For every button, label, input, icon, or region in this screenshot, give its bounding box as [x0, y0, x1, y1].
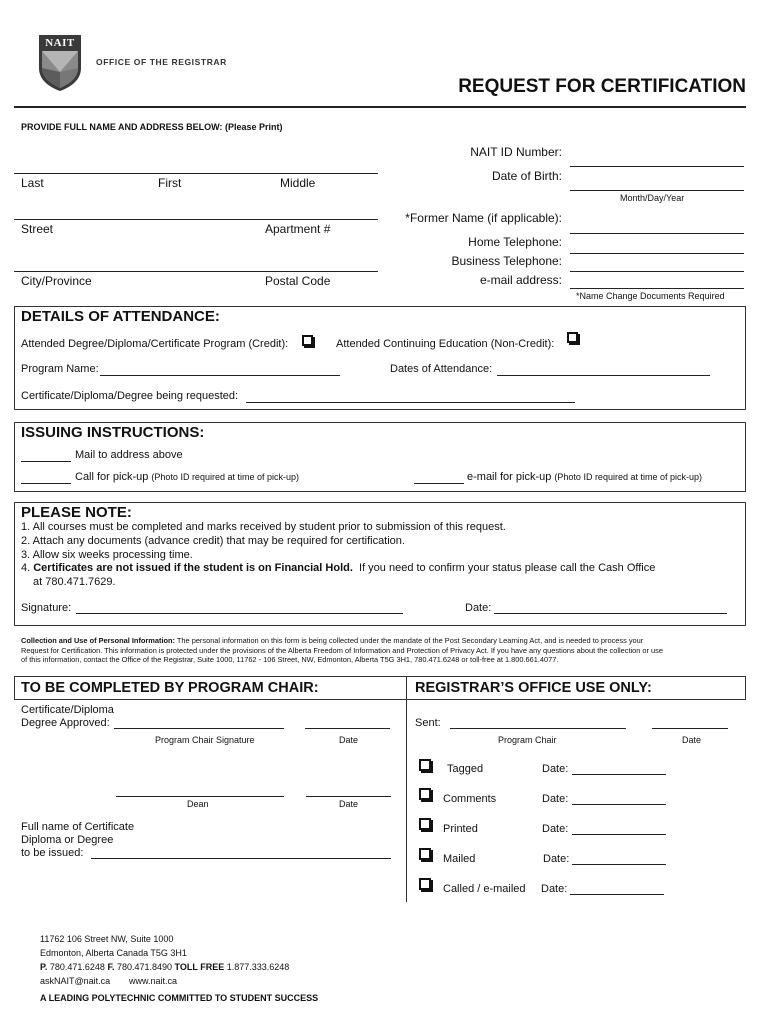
sent-date-field[interactable]: [652, 728, 728, 729]
chair-signature-caption: Program Chair Signature: [155, 735, 255, 745]
privacy-line-1-text: The personal information on this form is being collected under the mandate of the Post Secondary Learning Act, and is needed to process your: [175, 636, 644, 645]
tollfree-number: 1.877.333.6248: [226, 962, 290, 972]
mailed-label: Mailed: [443, 853, 476, 865]
chair-date-field[interactable]: [305, 728, 390, 729]
logo-text: NAIT: [45, 37, 75, 49]
street-label: Street: [21, 222, 54, 236]
mail-label: Mail to address above: [75, 449, 183, 461]
pickup-label: [75, 471, 299, 483]
dean-signature-field[interactable]: [116, 796, 284, 797]
mailed-date-label: Date:: [543, 853, 570, 865]
note-item-4-rest: If you need to confirm your status please call the Cash Office: [352, 562, 656, 574]
email-pickup-label: [467, 471, 702, 483]
dates-attendance-label: Dates of Attendance:: [390, 363, 493, 375]
street-line: [14, 219, 378, 220]
printed-label: Printed: [443, 823, 478, 835]
printed-date-field[interactable]: [572, 834, 666, 835]
email-pickup-note: (Photo ID required at time of pick-up): [554, 472, 702, 482]
first-name-label: First: [158, 176, 182, 190]
middle-name-label: Middle: [280, 176, 316, 190]
cert-approved-label-1: Certificate/Diploma: [21, 704, 114, 716]
noncredit-label: Attended Continuing Education (Non-Credit):: [336, 338, 555, 350]
attendance-heading: DETAILS OF ATTENDANCE:: [21, 308, 220, 325]
pickup-blank[interactable]: [21, 483, 71, 484]
fullname-label-3: to be issued:: [21, 847, 84, 859]
called-checkbox[interactable]: [419, 878, 431, 890]
phone-number: 780.471.6248: [49, 962, 105, 972]
pickup-note: (Photo ID required at time of pick-up): [151, 472, 299, 482]
name-change-note: *Name Change Documents Required: [576, 291, 725, 301]
comments-date-field[interactable]: [572, 804, 666, 805]
footer-email[interactable]: askNAIT@nait.ca: [40, 976, 111, 986]
note-item-4-num: 4.: [21, 562, 34, 574]
note-heading: PLEASE NOTE:: [21, 504, 132, 521]
comments-date-label: Date:: [542, 793, 569, 805]
cert-approved-field[interactable]: [114, 728, 284, 729]
former-name-label: *Former Name (if applicable):: [405, 211, 562, 225]
fullname-field[interactable]: [91, 858, 391, 859]
tagged-label: Tagged: [447, 763, 484, 775]
note-item-1: 1. All courses must be completed and marks received by student prior to submission of this request.: [21, 521, 506, 533]
email-pickup-blank[interactable]: [414, 483, 464, 484]
called-date-label: Date:: [541, 883, 568, 895]
page-title: REQUEST FOR CERTIFICATION: [458, 76, 746, 97]
comments-checkbox[interactable]: [419, 788, 431, 800]
privacy-line-1: [21, 636, 743, 646]
signature-field[interactable]: [76, 613, 403, 614]
program-chair-heading: TO BE COMPLETED BY PROGRAM CHAIR:: [21, 680, 319, 696]
called-label: Called / e-mailed: [443, 883, 526, 895]
registrar-heading: REGISTRAR’S OFFICE USE ONLY:: [415, 680, 652, 696]
nait-id-label: NAIT ID Number:: [470, 145, 562, 159]
last-name-label: Last: [21, 176, 44, 190]
tollfree-prefix: TOLL FREE: [174, 962, 225, 972]
privacy-line-2: Request for Certification. This information is protected under the provisions of the Alberta Freedom of Information and Protection of Privacy Act. If you have any questions about the collection or use: [21, 645, 663, 655]
dean-date-field[interactable]: [306, 796, 391, 797]
dob-format-hint: Month/Day/Year: [620, 193, 685, 203]
noncredit-checkbox[interactable]: [567, 332, 578, 343]
email-pickup-text: e-mail for pick-up: [467, 471, 552, 483]
signature-label: Signature:: [21, 602, 72, 614]
print-instruction: PROVIDE FULL NAME AND ADDRESS BELOW: (Please Print): [21, 122, 283, 132]
nait-logo: [38, 34, 82, 92]
former-name-field[interactable]: [570, 233, 744, 234]
nait-id-field[interactable]: [570, 166, 744, 167]
sent-label: Sent:: [415, 717, 441, 729]
note-item-4-bold: Certificates are not issued if the student is on Financial Hold.: [33, 562, 353, 574]
dates-attendance-field[interactable]: [497, 375, 710, 376]
issuing-heading: ISSUING INSTRUCTIONS:: [21, 424, 205, 441]
note-item-4-cont: at 780.471.7629.: [33, 576, 116, 588]
sent-chair-field[interactable]: [450, 728, 626, 729]
dob-label: Date of Birth:: [491, 169, 562, 183]
credit-label: Attended Degree/Diploma/Certificate Program (Credit):: [21, 338, 289, 350]
footer-contact: [40, 962, 289, 972]
called-date-field[interactable]: [570, 894, 664, 895]
fax-prefix: F.: [107, 962, 115, 972]
printed-date-label: Date:: [542, 823, 569, 835]
footer-tagline: A LEADING POLYTECHNIC COMMITTED TO STUDENT SUCCESS: [40, 993, 319, 1003]
footer-address-2: Edmonton, Alberta Canada T5G 3H1: [40, 948, 187, 958]
note-item-4: [21, 562, 655, 574]
postal-label: Postal Code: [265, 274, 331, 288]
fullname-label-2: Diploma or Degree: [21, 834, 114, 846]
fullname-label-1: Full name of Certificate: [21, 821, 135, 833]
privacy-statement: [21, 636, 743, 665]
tagged-date-field[interactable]: [572, 774, 666, 775]
credit-checkbox[interactable]: [302, 335, 313, 346]
email-label: e-mail address:: [479, 273, 562, 287]
privacy-heading: Collection and Use of Personal Information:: [21, 636, 175, 645]
sent-date-caption: Date: [682, 735, 702, 745]
approval-divider: [406, 676, 407, 902]
note-date-label: Date:: [465, 602, 492, 614]
dean-date-caption: Date: [339, 799, 359, 809]
fax-number: 780.471.8490: [116, 962, 173, 972]
dob-field[interactable]: [570, 190, 744, 191]
header-rule: [14, 106, 746, 108]
cert-requested-label: Certificate/Diploma/Degree being requested:: [21, 390, 239, 402]
footer-website[interactable]: www.nait.ca: [129, 976, 178, 986]
apartment-label: Apartment #: [265, 222, 331, 236]
program-name-field[interactable]: [100, 375, 340, 376]
sent-chair-caption: Program Chair: [498, 735, 557, 745]
mail-blank[interactable]: [21, 461, 71, 462]
cert-approved-label-2: Degree Approved:: [21, 717, 110, 729]
name-line: [14, 173, 378, 174]
note-item-2: 2. Attach any documents (advance credit) that may be required for certification.: [21, 535, 405, 547]
footer-address-1: 11762 106 Street NW, Suite 1000: [40, 934, 174, 944]
tagged-checkbox[interactable]: [419, 759, 431, 771]
dean-caption: Dean: [187, 799, 209, 809]
mailed-checkbox[interactable]: [419, 848, 431, 860]
home-tel-label: Home Telephone:: [468, 235, 562, 249]
comments-label: Comments: [443, 793, 497, 805]
business-tel-field[interactable]: [570, 271, 744, 272]
note-date-field[interactable]: [494, 613, 727, 614]
program-name-label: Program Name:: [21, 363, 99, 375]
mailed-date-field[interactable]: [572, 864, 666, 865]
business-tel-label: Business Telephone:: [451, 254, 562, 268]
city-label: City/Province: [21, 274, 92, 288]
phone-prefix: P.: [40, 962, 48, 972]
printed-checkbox[interactable]: [419, 818, 431, 830]
pickup-text: Call for pick-up: [75, 471, 149, 483]
home-tel-field[interactable]: [570, 253, 744, 254]
email-field[interactable]: [570, 288, 744, 289]
office-name: OFFICE OF THE REGISTRAR: [96, 57, 227, 67]
city-line: [14, 271, 378, 272]
chair-date-caption: Date: [339, 735, 359, 745]
privacy-line-3: of this information, contact the Office of the Registrar, Suite 1000, 11762 - 106 Street, NW, Edmonton, Alberta T5G 3H1, 780.471.6248 or toll-free at 1.800.661.4077.: [21, 655, 559, 665]
cert-requested-field[interactable]: [246, 402, 575, 403]
note-item-3: 3. Allow six weeks processing time.: [21, 549, 193, 561]
tagged-date-label: Date:: [542, 763, 569, 775]
